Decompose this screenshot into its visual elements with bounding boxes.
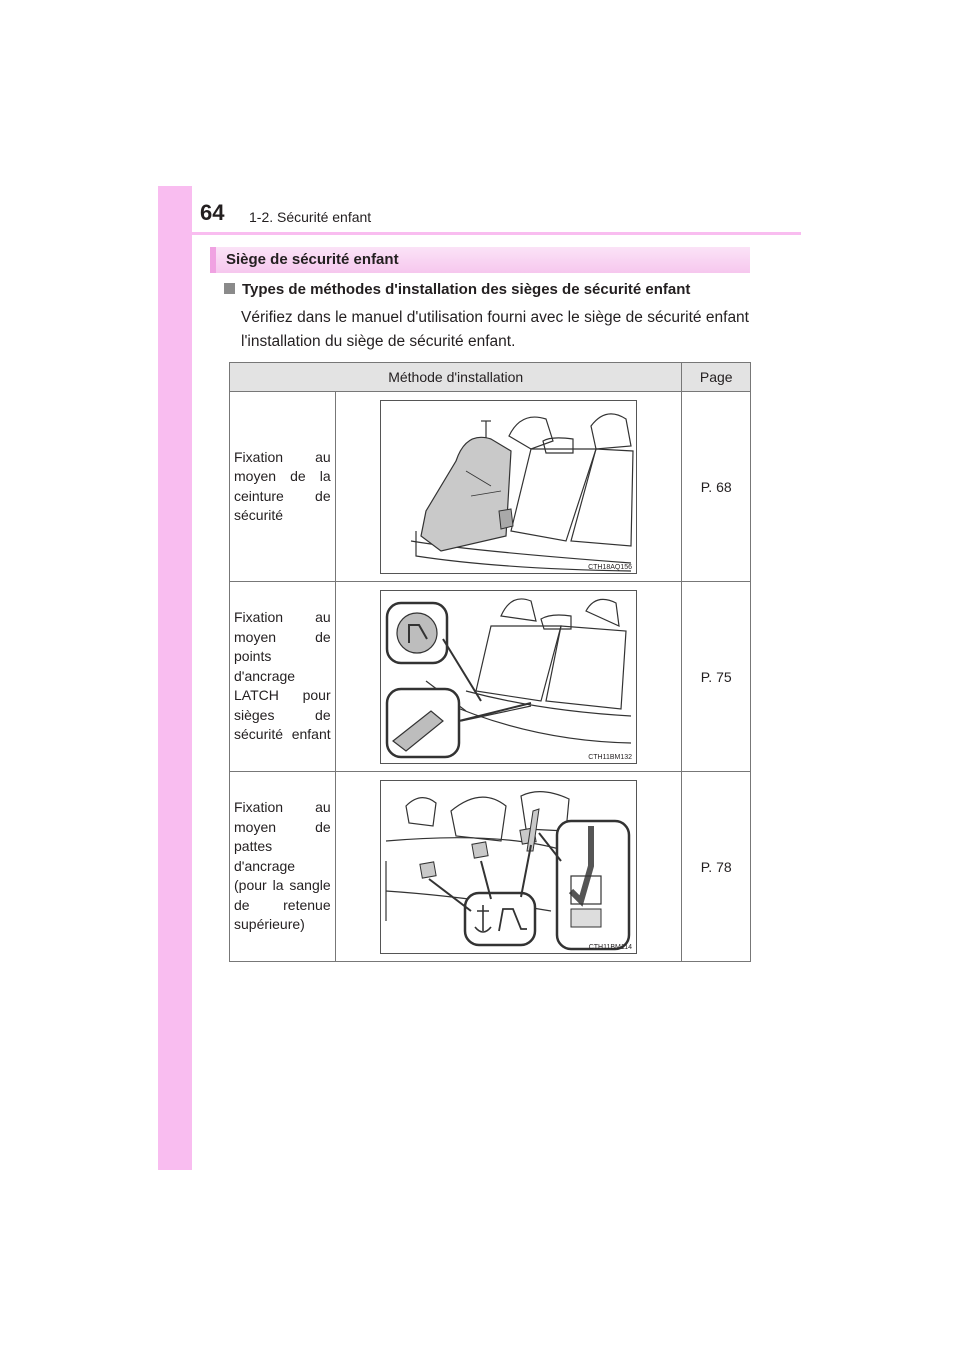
header-rule xyxy=(158,232,801,235)
running-section-title: 1-2. Sécurité enfant xyxy=(249,209,372,225)
table-row xyxy=(230,392,751,582)
latch-illustration xyxy=(380,590,637,764)
figure-code: CTH18AQ156 xyxy=(588,563,633,571)
installation-methods-table xyxy=(229,362,751,962)
page-ref: P. 78 xyxy=(700,858,732,875)
top-tether-drawing xyxy=(381,781,636,953)
seatbelt-drawing xyxy=(381,401,636,573)
illustration-cell xyxy=(335,772,682,962)
method-cell xyxy=(230,772,336,962)
method-text: Fixation au moyen de la ceinture de sécurité xyxy=(234,448,331,523)
section-title-bar xyxy=(210,247,750,273)
top-tether-illustration xyxy=(380,780,637,954)
figure-code: CTH11BM132 xyxy=(588,753,633,761)
subheading xyxy=(224,281,690,298)
page-ref: P. 68 xyxy=(700,478,732,495)
table-row xyxy=(230,582,751,772)
method-cell xyxy=(230,392,336,582)
page-number: 64 xyxy=(200,200,225,225)
illustration-cell xyxy=(335,392,682,582)
illustration-cell xyxy=(335,582,682,772)
page-ref-cell xyxy=(682,772,751,962)
seatbelt-illustration xyxy=(380,400,637,574)
table-header-row xyxy=(230,363,751,392)
col-header-page: Page xyxy=(682,363,751,392)
method-cell xyxy=(230,582,336,772)
section-title: Siège de sécurité enfant xyxy=(226,251,399,268)
method-text: Fixation au moyen de points d'ancrage LATCH pour sièges de sécurité enfant xyxy=(234,609,331,743)
square-bullet-icon xyxy=(224,283,235,294)
page-ref: P. 75 xyxy=(700,668,732,685)
page-ref-cell xyxy=(682,392,751,582)
intro-text: Vérifiez dans le manuel d'utilisation fourni avec le siège de sécurité enfant l'installation du siège de sécurité enfant. xyxy=(241,309,749,350)
latch-drawing xyxy=(381,591,636,763)
intro-paragraph xyxy=(241,306,749,354)
page-ref-cell xyxy=(682,582,751,772)
subheading-text: Types de méthodes d'installation des sièges de sécurité enfant xyxy=(242,281,691,298)
side-tab-band xyxy=(158,186,192,1170)
figure-code: CTH11BM114 xyxy=(588,943,633,951)
method-text: Fixation au moyen de pattes d'ancrage (pour la sangle de retenue supérieure) xyxy=(234,799,331,933)
table-row xyxy=(230,772,751,962)
col-header-method: Méthode d'installation xyxy=(230,363,682,392)
